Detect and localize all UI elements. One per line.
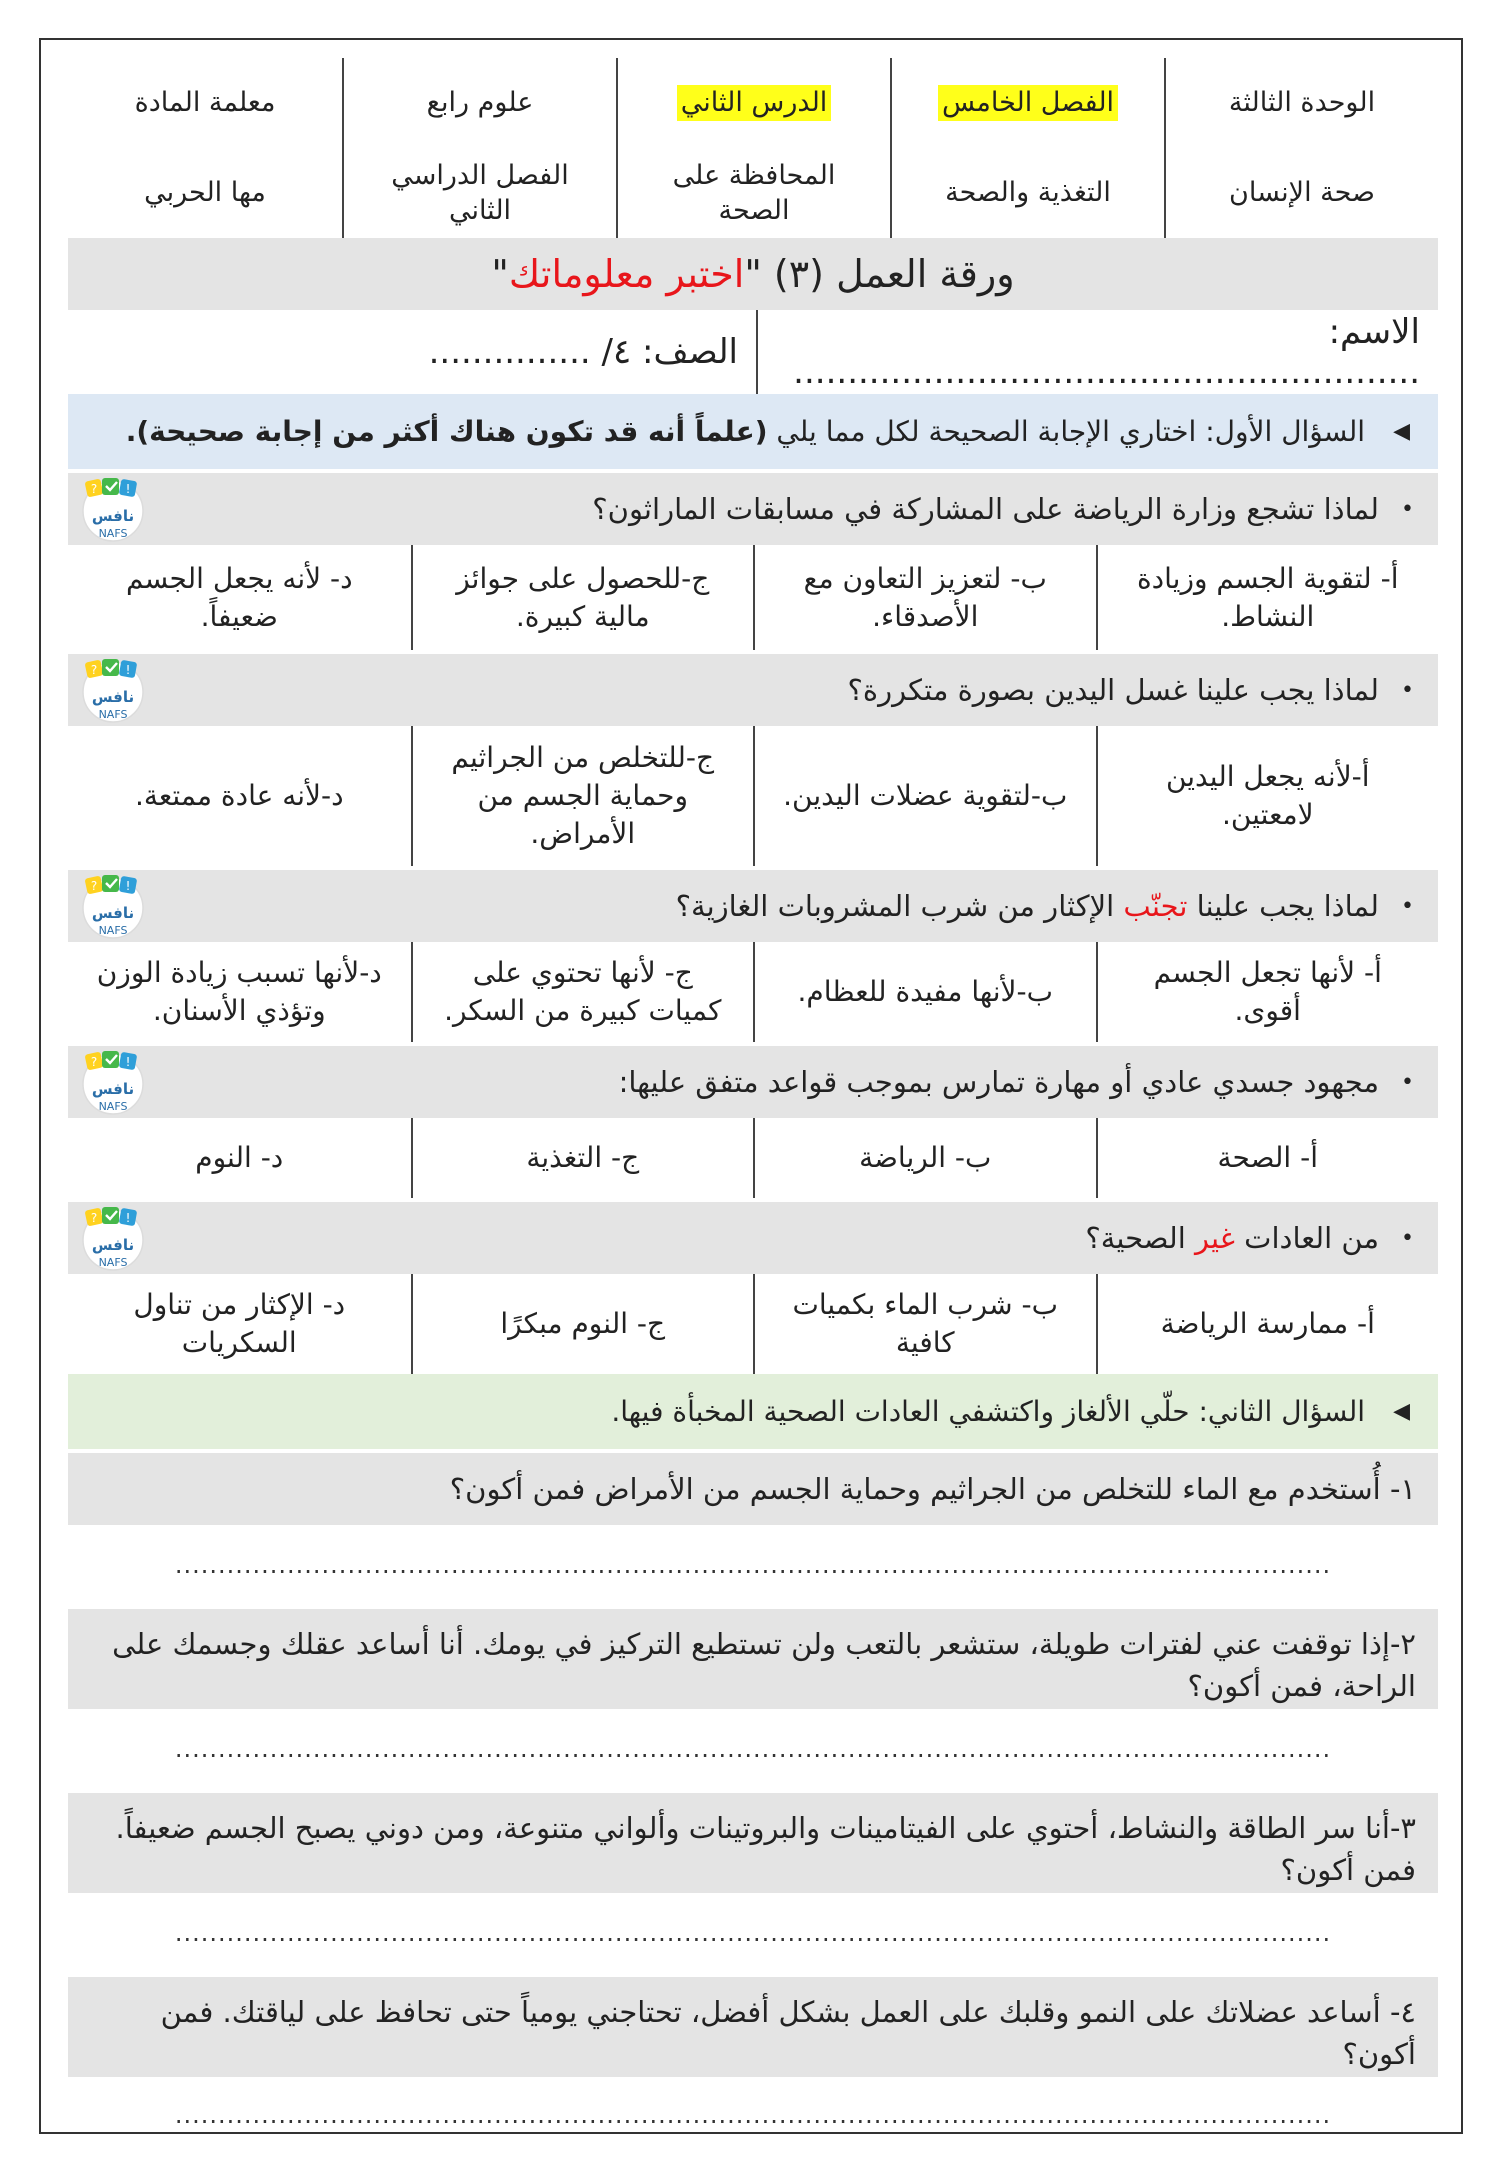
question-1-title: السؤال الأول: اختاري الإجابة الصحيحة لكل مما يلي xyxy=(776,415,1366,448)
svg-text:نافس: نافس xyxy=(91,904,135,922)
svg-text:نافس: نافس xyxy=(91,688,135,706)
header-col-chapter xyxy=(890,58,1164,238)
answer-line-1[interactable]: ...................................................................................................................................... xyxy=(174,1551,1332,1579)
header-col-lesson xyxy=(616,58,890,238)
option-a[interactable]: أ- لأنها تجعل الجسم أقوى. xyxy=(1096,942,1439,1042)
option-c[interactable]: ج-للتخلص من الجراثيم وحماية الجسم من الأمراض. xyxy=(411,726,754,866)
svg-text:!: ! xyxy=(125,1211,131,1225)
mcq-item-2 xyxy=(68,654,1438,866)
semester: الفصل الدراسي الثاني xyxy=(391,159,569,226)
chapter-name: التغذية والصحة xyxy=(945,177,1111,209)
question-text: من العادات غير الصحية؟ xyxy=(1085,1221,1380,1255)
svg-text:نافس: نافس xyxy=(91,507,135,525)
bullet-icon: • xyxy=(1401,496,1414,522)
svg-text:NAFS: NAFS xyxy=(98,1100,128,1113)
chapter-label: الفصل الخامس xyxy=(938,85,1118,120)
svg-text:NAFS: NAFS xyxy=(98,527,128,540)
mcq-item-4 xyxy=(68,1046,1438,1198)
worksheet-title xyxy=(68,238,1438,310)
bullet-icon: • xyxy=(1401,677,1414,703)
unit-label: الوحدة الثالثة xyxy=(1228,87,1376,119)
option-c[interactable]: ج- النوم مبكرًا xyxy=(411,1274,754,1374)
question-2-title: السؤال الثاني: حلّي الألغاز واكتشفي العادات الصحية المخبأة فيها. xyxy=(611,1395,1366,1428)
bullet-icon: • xyxy=(1401,1069,1414,1095)
option-d[interactable]: د- لأنه يجعل الجسم ضعيفاً. xyxy=(125,561,353,633)
options-row xyxy=(68,545,1438,650)
answer-line-2[interactable]: ...................................................................................................................................... xyxy=(174,1735,1332,1763)
header-col-subject xyxy=(342,58,616,238)
options-row xyxy=(68,1274,1438,1374)
unit-name: صحة الإنسان xyxy=(1229,177,1375,209)
svg-text:NAFS: NAFS xyxy=(98,708,128,721)
option-b[interactable]: ب- لتعزيز التعاون مع الأصدقاء. xyxy=(753,545,1096,650)
options-row xyxy=(68,942,1438,1042)
option-d[interactable]: د- النوم xyxy=(195,1141,284,1175)
riddle-2: ٢-إذا توقفت عني لفترات طويلة، ستشعر بالتعب ولن تستطيع التركيز في يومك. أنا أساعد عقلك وجسمك على الراحة، فمن أكون؟ xyxy=(68,1609,1438,1709)
option-d[interactable]: د-لأنه عادة ممتعة. xyxy=(134,779,344,813)
svg-text:نافس: نافس xyxy=(91,1080,135,1098)
mcq-question xyxy=(68,1046,1438,1118)
bullet-icon: • xyxy=(1401,1225,1414,1251)
answer-line-4[interactable]: ...................................................................................................................................... xyxy=(174,2101,1332,2129)
title-prefix: ورقة العمل (٣) " xyxy=(744,252,1015,296)
svg-text:?: ? xyxy=(90,1211,98,1225)
triangle-bullet-icon: ◀ xyxy=(1393,419,1410,444)
mcq-question xyxy=(68,1202,1438,1274)
option-b[interactable]: ب-لأنها مفيدة للعظام. xyxy=(753,942,1096,1042)
teacher-label: معلمة المادة xyxy=(134,87,276,119)
bullet-icon: • xyxy=(1401,893,1414,919)
question-text: لماذا يجب علينا تجنّب الإكثار من شرب المشروبات الغازية؟ xyxy=(675,889,1380,923)
header-col-unit xyxy=(1164,58,1438,238)
svg-text:نافس: نافس xyxy=(91,1236,135,1254)
student-info-row xyxy=(68,310,1438,394)
svg-text:!: ! xyxy=(125,879,131,893)
riddle-3: ٣-أنا سر الطاقة والنشاط، أحتوي على الفيتامينات والبروتينات وألواني متنوعة، ومن دوني يصبح الجسم ضعيفاً. فمن أكون؟ xyxy=(68,1793,1438,1893)
svg-text:?: ? xyxy=(90,482,98,496)
option-d[interactable]: د-لأنها تسبب زيادة الوزن وتؤذي الأسنان. xyxy=(96,956,382,1027)
name-field[interactable]: الاسم: .......................................................... xyxy=(793,312,1420,392)
options-row xyxy=(68,726,1438,866)
title-suffix: " xyxy=(491,252,509,296)
mcq-question xyxy=(68,654,1438,726)
svg-text:!: ! xyxy=(125,482,131,496)
class-field[interactable]: الصف: ٤/ ............... xyxy=(68,310,758,394)
option-a[interactable]: أ- لتقوية الجسم وزيادة النشاط. xyxy=(1096,545,1439,650)
nafs-logo-icon xyxy=(72,1048,154,1116)
option-b[interactable]: ب- شرب الماء بكميات كافية xyxy=(753,1274,1096,1374)
option-c[interactable]: ج- التغذية xyxy=(411,1118,754,1198)
subject-name: علوم رابع xyxy=(426,87,534,119)
option-a[interactable]: أ-لأنه يجعل اليدين لامعتين. xyxy=(1096,726,1439,866)
svg-text:?: ? xyxy=(90,1055,98,1069)
lesson-name: المحافظة على الصحة xyxy=(672,159,836,226)
nafs-logo-icon xyxy=(72,475,154,543)
question-1-header xyxy=(68,394,1438,469)
options-row xyxy=(68,1118,1438,1198)
nafs-logo-icon xyxy=(72,872,154,940)
nafs-logo-icon xyxy=(72,656,154,724)
title-highlight: اختبر معلوماتك xyxy=(508,252,745,296)
mcq-item-5 xyxy=(68,1202,1438,1374)
mcq-item-3 xyxy=(68,870,1438,1042)
worksheet xyxy=(68,58,1438,2153)
mcq-question xyxy=(68,473,1438,545)
header-col-teacher xyxy=(68,58,342,238)
question-text: مجهود جسدي عادي أو مهارة تمارس بموجب قواعد متفق عليها: xyxy=(618,1065,1380,1099)
option-c[interactable]: ج-للحصول على جوائز مالية كبيرة. xyxy=(411,545,754,650)
option-d[interactable]: د- الإكثار من تناول السكريات xyxy=(133,1288,346,1359)
nafs-logo-icon xyxy=(72,1204,154,1272)
triangle-bullet-icon: ◀ xyxy=(1393,1399,1410,1424)
svg-text:?: ? xyxy=(90,663,98,677)
question-text: لماذا يجب علينا غسل اليدين بصورة متكررة؟ xyxy=(847,673,1380,707)
question-text: لماذا تشجع وزارة الرياضة على المشاركة في مسابقات الماراثون؟ xyxy=(592,492,1380,526)
svg-text:?: ? xyxy=(90,879,98,893)
option-b[interactable]: ب-لتقوية عضلات اليدين. xyxy=(753,726,1096,866)
question-1-note: (علماً أنه قد تكون هناك أكثر من إجابة صحيحة). xyxy=(125,415,768,448)
option-a[interactable]: أ- ممارسة الرياضة xyxy=(1096,1274,1439,1374)
lesson-label: الدرس الثاني xyxy=(677,85,832,120)
option-c[interactable]: ج- لأنها تحتوي على كميات كبيرة من السكر. xyxy=(411,942,754,1042)
question-2-header xyxy=(68,1374,1438,1449)
riddle-1: ١- أُستخدم مع الماء للتخلص من الجراثيم وحماية الجسم من الأمراض فمن أكون؟ xyxy=(68,1453,1438,1525)
option-b[interactable]: ب- الرياضة xyxy=(753,1118,1096,1198)
header-table xyxy=(68,58,1438,238)
mcq-question xyxy=(68,870,1438,942)
svg-text:!: ! xyxy=(125,1055,131,1069)
svg-text:!: ! xyxy=(125,663,131,677)
mcq-item-1 xyxy=(68,473,1438,650)
option-a[interactable]: أ- الصحة xyxy=(1096,1118,1439,1198)
answer-line-3[interactable]: ...................................................................................................................................... xyxy=(174,1919,1332,1947)
svg-text:NAFS: NAFS xyxy=(98,924,128,937)
svg-text:NAFS: NAFS xyxy=(98,1256,128,1269)
teacher-name: مها الحربي xyxy=(144,177,266,209)
riddle-4: ٤- أساعد عضلاتك على النمو وقلبك على العمل بشكل أفضل، تحتاجني يومياً حتى تحافظ على لياقتك. فمن أكون؟ xyxy=(68,1977,1438,2077)
